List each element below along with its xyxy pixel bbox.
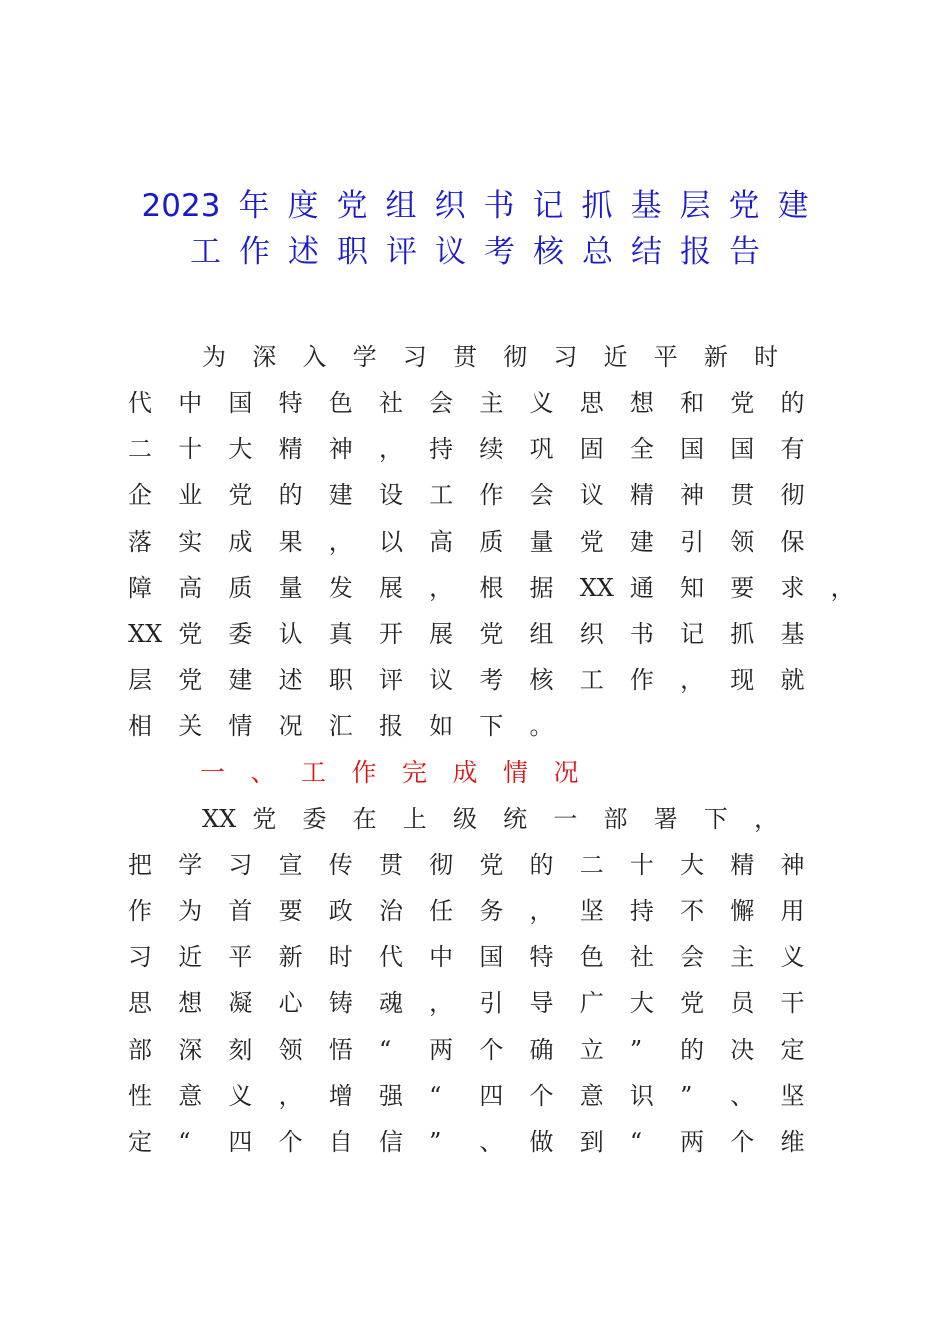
section-heading: 一 、 工 作 完 成 情 况	[200, 758, 579, 787]
paragraph-line: XX 党 委 认 真 开 展 党 组 织 书 记 抓 基	[128, 620, 805, 648]
paragraph-line: 思 想 凝 心 铸 魂 ， 引 导 广 大 党 员 干	[128, 989, 805, 1017]
paragraph-line: 定 “ 四 个 自 信 ” 、 做 到 “ 两 个 维	[128, 1128, 805, 1156]
title-line-1	[0, 183, 950, 229]
paragraph-line: 作 为 首 要 政 治 任 务 ， 坚 持 不 懈 用	[128, 897, 805, 925]
paragraph-line: XX 党 委 在 上 级 统 一 部 署 下 ，	[202, 805, 779, 833]
paragraph-line: 相 关 情 况 汇 报 如 下 。	[128, 712, 554, 740]
paragraph-line: 企 业 党 的 建 设 工 作 会 议 精 神 贯 彻	[128, 481, 805, 509]
paragraph-line: 二 十 大 精 神 ， 持 续 巩 固 全 国 国 有	[128, 435, 805, 463]
paragraph-line: 代 中 国 特 色 社 会 主 义 思 想 和 党 的	[128, 389, 805, 417]
paragraph-line: 为 深 入 学 习 贯 彻 习 近 平 新 时	[202, 343, 779, 371]
paragraph-line: 性 意 义 ， 增 强 “ 四 个 意 识 ” 、 坚	[128, 1082, 805, 1110]
title-text: 工 作 述 职 评 议 考 核 总 结 报 告	[190, 234, 760, 270]
paragraph-line: 习 近 平 新 时 代 中 国 特 色 社 会 主 义	[128, 943, 805, 971]
paragraph-line: 障 高 质 量 发 展 ， 根 据 XX 通 知 要 求 ，	[128, 574, 855, 602]
paragraph-line: 落 实 成 果 ， 以 高 质 量 党 建 引 领 保	[128, 528, 805, 556]
title-text: 2023 年 度 党 组 织 书 记 抓 基 层 党 建	[141, 188, 809, 224]
paragraph-line: 把 学 习 宣 传 贯 彻 党 的 二 十 大 精 神	[128, 851, 805, 879]
title-line-2	[0, 229, 950, 275]
paragraph-line: 层 党 建 述 职 评 议 考 核 工 作 ， 现 就	[128, 666, 805, 694]
paragraph-line: 部 深 刻 领 悟 “ 两 个 确 立 ” 的 决 定	[128, 1036, 805, 1064]
